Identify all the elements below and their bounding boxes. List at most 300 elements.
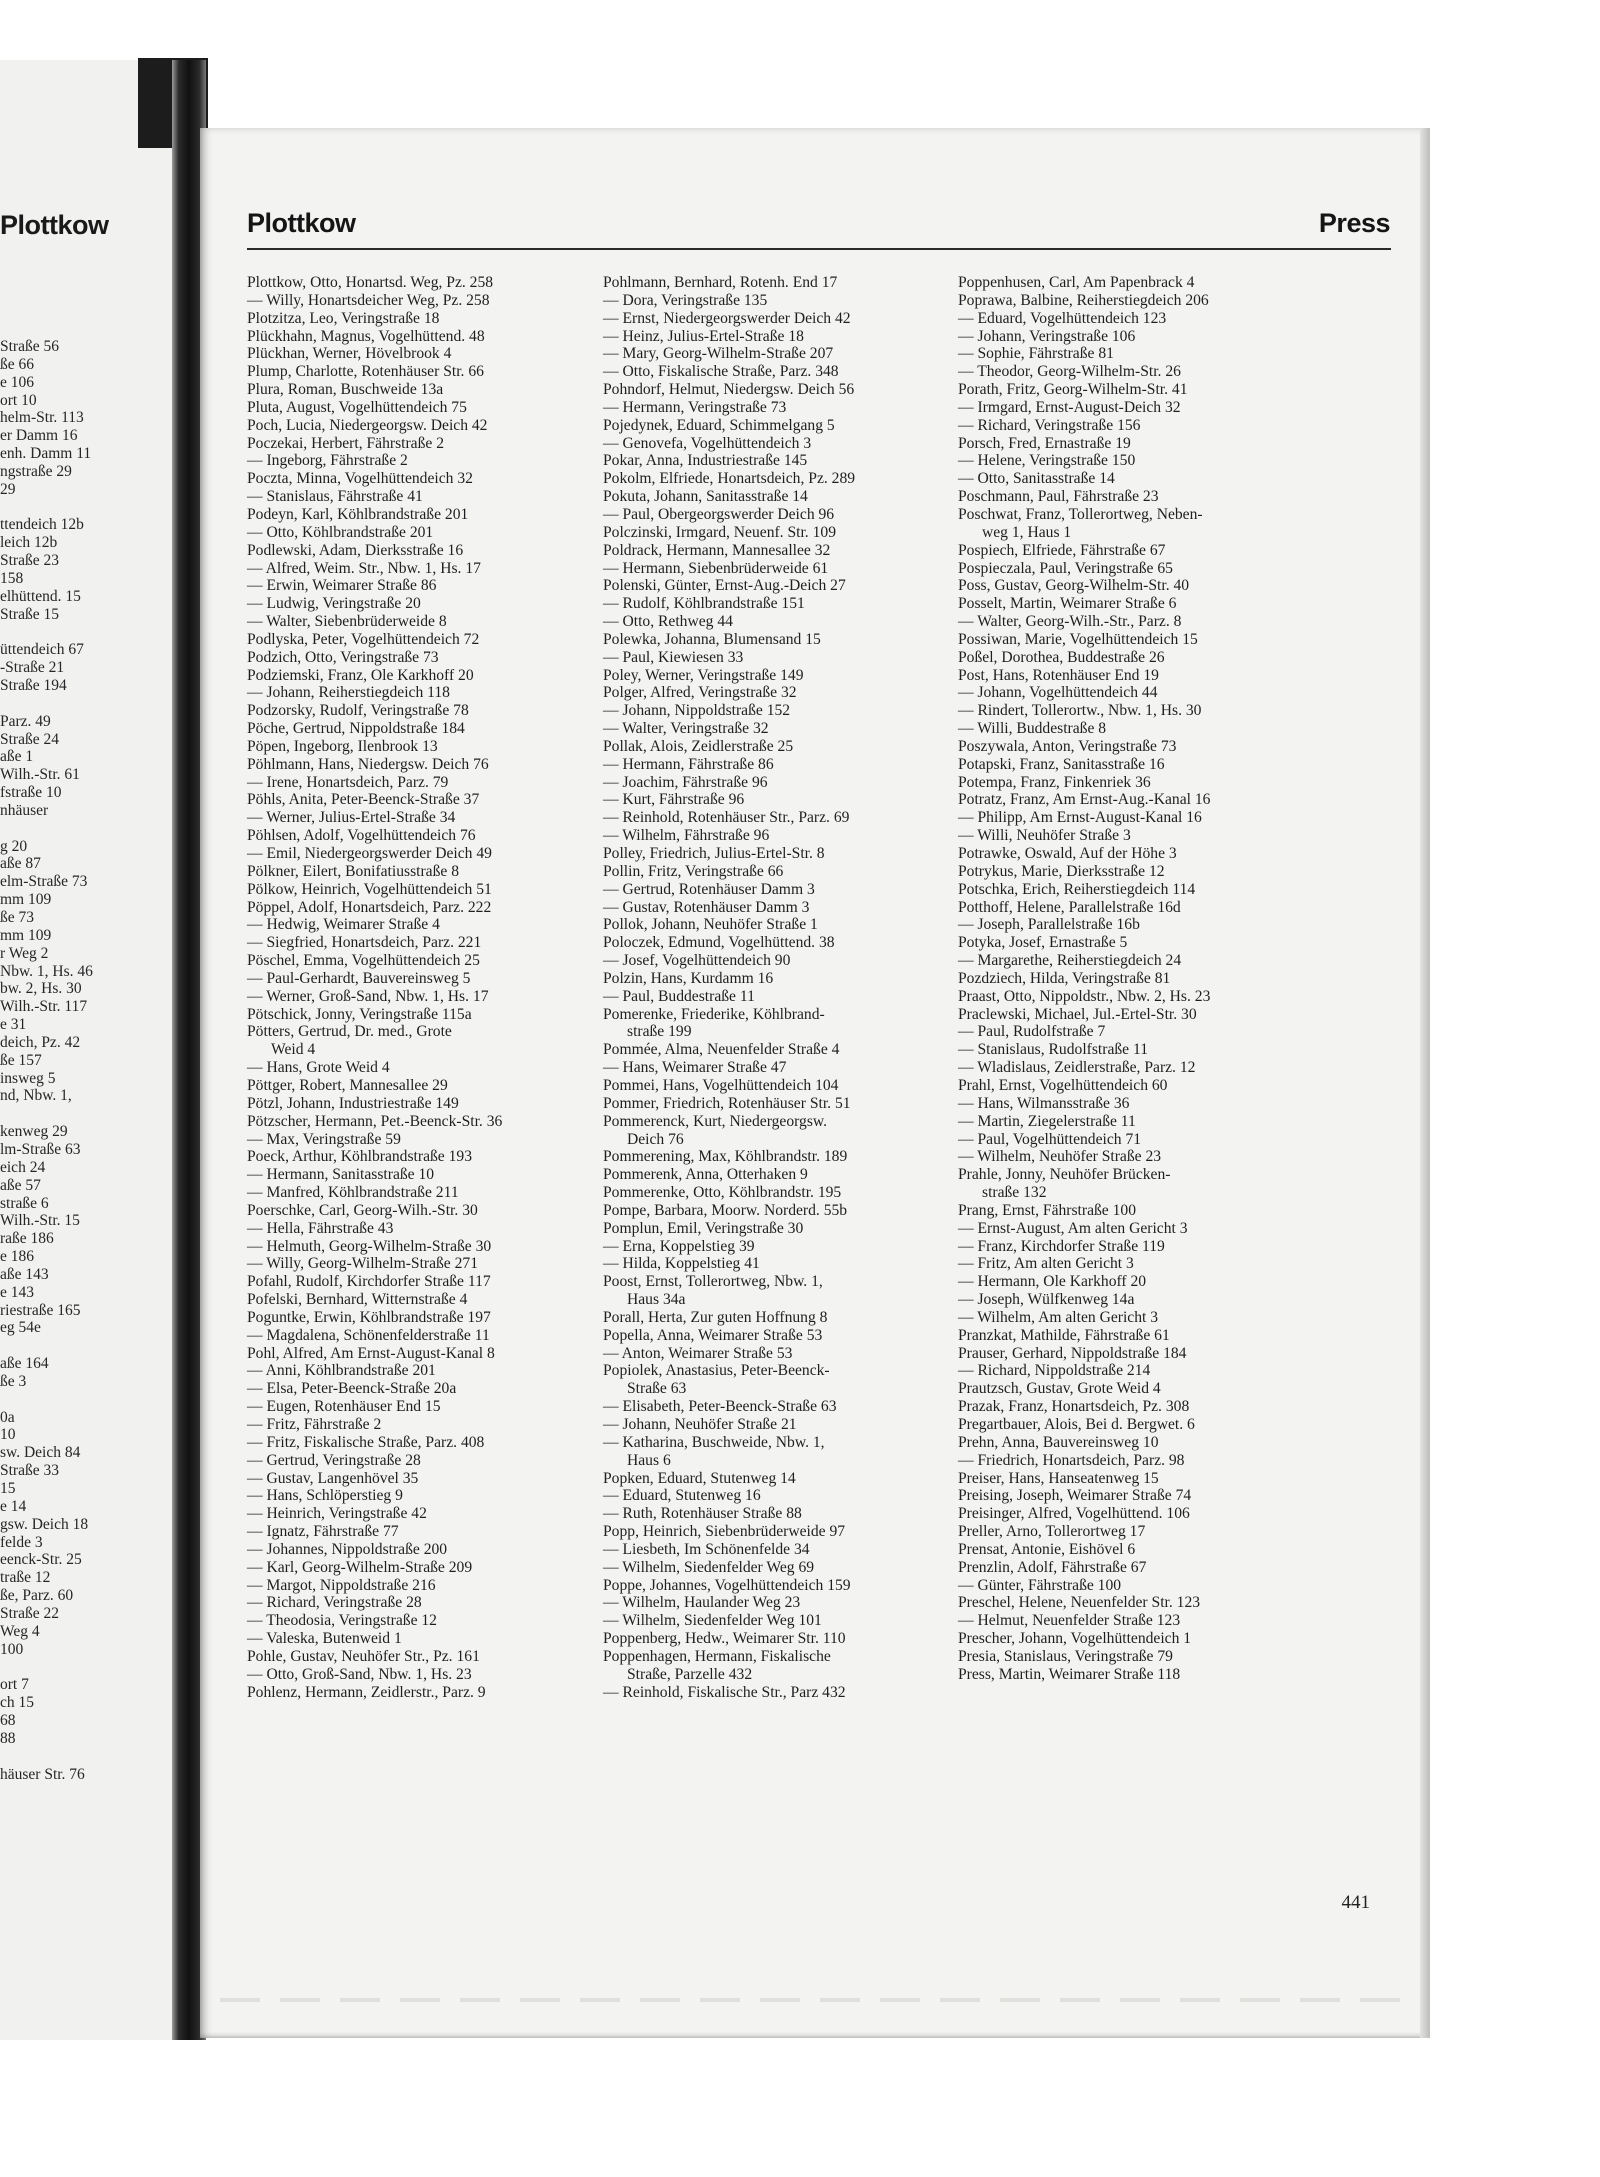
directory-entry: — Manfred, Köhlbrandstraße 211	[247, 1184, 459, 1202]
left-page-line: 100	[0, 1640, 24, 1658]
directory-entry: — Eugen, Rotenhäuser End 15	[247, 1398, 441, 1416]
directory-entry: Prang, Ernst, Fährstraße 100	[958, 1201, 1136, 1219]
left-page-line: mm 109	[0, 891, 52, 909]
directory-entry: — Hans, Grote Weid 4	[247, 1059, 390, 1077]
directory-entry: — Theodor, Georg-Wilhelm-Str. 26	[958, 363, 1181, 381]
left-page-line: üttendeich 67	[0, 641, 84, 659]
directory-entry: Pranzkat, Mathilde, Fährstraße 61	[958, 1326, 1170, 1344]
left-page-line: mm 109	[0, 926, 52, 944]
directory-entry: Pospiech, Elfriede, Fährstraße 67	[958, 541, 1166, 559]
directory-entry: Plückhahn, Magnus, Vogelhüttend. 48	[247, 327, 485, 345]
directory-entry: — Josef, Vogelhüttendeich 90	[603, 952, 791, 970]
directory-entry: — Johann, Vogelhüttendeich 44	[958, 684, 1158, 702]
directory-entry: — Willy, Honartsdeicher Weg, Pz. 258	[247, 291, 490, 309]
directory-entry-continuation: Haus 6	[627, 1451, 671, 1469]
directory-entry-continuation: weg 1, Haus 1	[982, 523, 1072, 541]
left-page-line: ort 10	[0, 391, 37, 409]
directory-entry: Prazak, Franz, Honartsdeich, Pz. 308	[958, 1398, 1190, 1416]
directory-entry: — Hedwig, Weimarer Straße 4	[247, 916, 440, 934]
directory-entry: Polley, Friedrich, Julius-Ertel-Str. 8	[603, 845, 825, 862]
left-page-line: e 31	[0, 1016, 27, 1034]
left-page-line: e 14	[0, 1497, 27, 1515]
directory-entry: — Theodosia, Veringstraße 12	[247, 1612, 437, 1630]
directory-entry: — Kurt, Fährstraße 96	[603, 791, 745, 809]
directory-entry: Poldrack, Hermann, Mannesallee 32	[603, 541, 831, 559]
directory-entry: — Paul, Obergeorgswerder Deich 96	[603, 505, 835, 523]
directory-entry: — Joseph, Wülfkenweg 14a	[958, 1291, 1135, 1309]
left-page-line	[0, 1105, 170, 1123]
directory-entry: Pommei, Hans, Vogelhüttendeich 104	[603, 1076, 839, 1094]
directory-entry: — Emil, Niedergeorgswerder Deich 49	[247, 845, 492, 862]
directory-entry: Pommerenk, Anna, Otterhaken 9	[603, 1166, 808, 1184]
directory-entry: Potapski, Franz, Sanitasstraße 16	[958, 755, 1165, 773]
directory-entry-continuation: Haus 34a	[627, 1291, 686, 1309]
directory-column-3	[958, 274, 1338, 1684]
directory-entry: Popp, Heinrich, Siebenbrüderweide 97	[603, 1523, 846, 1541]
directory-entry: — Margot, Nippoldstraße 216	[247, 1576, 436, 1594]
directory-entry: Preller, Arno, Tollerortweg 17	[958, 1523, 1146, 1541]
directory-entry: — Hilda, Koppelstieg 41	[603, 1255, 760, 1273]
directory-entry: Poch, Lucia, Niedergeorgsw. Deich 42	[247, 416, 488, 434]
directory-entry: — Ernst, Niedergeorgswerder Deich 42	[603, 309, 851, 327]
directory-entry: Pluta, August, Vogelhüttendeich 75	[247, 398, 467, 416]
directory-entry: Popken, Eduard, Stutenweg 14	[603, 1469, 796, 1487]
directory-entry: — Hermann, Ole Karkhoff 20	[958, 1273, 1147, 1291]
directory-entry: — Eduard, Vogelhüttendeich 123	[958, 309, 1167, 327]
left-page-line: e 186	[0, 1248, 35, 1266]
directory-entry: Pötzscher, Hermann, Pet.-Beenck-Str. 36	[247, 1112, 503, 1130]
directory-entry: — Philipp, Am Ernst-August-Kanal 16	[958, 809, 1202, 827]
directory-entry: Poppenhusen, Carl, Am Papenbrack 4	[958, 274, 1195, 291]
left-page-line: 68	[0, 1711, 16, 1729]
left-page-line: r Weg 2	[0, 944, 49, 962]
left-page-line: ort 7	[0, 1676, 29, 1694]
directory-entry: Podzorsky, Rudolf, Veringstraße 78	[247, 702, 469, 720]
directory-entry: — Ernst-August, Am alten Gericht 3	[958, 1219, 1188, 1237]
directory-entry: Pokar, Anna, Industriestraße 145	[603, 452, 808, 470]
directory-entry: Pöhlsen, Adolf, Vogelhüttendeich 76	[247, 827, 476, 845]
directory-entry: Pohlmann, Bernhard, Rotenh. End 17	[603, 274, 838, 291]
directory-entry: — Liesbeth, Im Schönenfelde 34	[603, 1540, 810, 1558]
right-page	[200, 128, 1430, 2038]
running-head-right: Press	[1318, 208, 1390, 238]
left-page-line: raße 186	[0, 1230, 54, 1248]
directory-entry: — Johann, Neuhöfer Straße 21	[603, 1416, 797, 1433]
directory-entry: — Willy, Georg-Wilhelm-Straße 271	[247, 1255, 479, 1273]
left-page-line: Straße 22	[0, 1604, 59, 1622]
left-page-line: Straße 33	[0, 1462, 59, 1480]
directory-entry: — Irmgard, Ernst-August-Deich 32	[958, 398, 1181, 416]
directory-entry: — Friedrich, Honartsdeich, Parz. 98	[958, 1451, 1185, 1469]
directory-entry: Pöche, Gertrud, Nippoldstraße 184	[247, 720, 465, 738]
left-page-line: g 20	[0, 837, 28, 855]
directory-entry: Potrawke, Oswald, Auf der Höhe 3	[958, 845, 1177, 862]
directory-entry: Pöppel, Adolf, Honartsdeich, Parz. 222	[247, 898, 492, 916]
directory-entry: — Wilhelm, Haulander Weg 23	[603, 1594, 801, 1612]
left-page-line: Wilh.-Str. 117	[0, 998, 88, 1016]
left-page-fragment	[0, 60, 175, 2040]
directory-entry: — Gertrud, Veringstraße 28	[247, 1451, 421, 1469]
left-page-line: enh. Damm 11	[0, 445, 92, 463]
directory-entry: — Paul, Buddestraße 11	[603, 987, 755, 1005]
directory-entry: — Ludwig, Veringstraße 20	[247, 595, 421, 613]
left-page-line: 15	[0, 1480, 16, 1497]
directory-entry-continuation: straße 132	[982, 1184, 1047, 1202]
directory-entry: — Eduard, Stutenweg 16	[603, 1487, 761, 1505]
left-page-line	[0, 624, 170, 642]
directory-entry: — Otto, Köhlbrandstraße 201	[247, 523, 434, 541]
directory-entry: — Hans, Schlöperstieg 9	[247, 1487, 403, 1505]
directory-entry: Pofelski, Bernhard, Witternstraße 4	[247, 1291, 468, 1309]
directory-entry: Pokuta, Johann, Sanitasstraße 14	[603, 488, 808, 506]
directory-entry: Plottkow, Otto, Honartsd. Weg, Pz. 258	[247, 274, 494, 291]
directory-entry: Pregartbauer, Alois, Bei d. Bergwet. 6	[958, 1416, 1195, 1433]
directory-entry: — Otto, Sanitasstraße 14	[958, 470, 1115, 488]
directory-entry: — Erwin, Weimarer Straße 86	[247, 577, 437, 595]
directory-entry: Preisinger, Alfred, Vogelhüttend. 106	[958, 1505, 1190, 1523]
directory-entry: Podeyn, Karl, Köhlbrandstraße 201	[247, 505, 469, 523]
directory-entry: — Stanislaus, Fährstraße 41	[247, 488, 423, 506]
directory-entry: Prehn, Anna, Bauvereinsweg 10	[958, 1433, 1159, 1451]
left-page-line: 10	[0, 1426, 16, 1444]
directory-entry: — Wilhelm, Am alten Gericht 3	[958, 1308, 1159, 1326]
directory-entry: — Fritz, Fiskalische Straße, Parz. 408	[247, 1433, 485, 1451]
directory-entry: — Helmut, Neuenfelder Straße 123	[958, 1612, 1181, 1630]
directory-entry: — Paul-Gerhardt, Bauvereinsweg 5	[247, 969, 471, 987]
directory-entry: Pötzl, Johann, Industriestraße 149	[247, 1094, 459, 1112]
left-page-line: ße 3	[0, 1372, 27, 1390]
directory-entry: — Sophie, Fährstraße 81	[958, 345, 1114, 363]
left-page-line: e 106	[0, 373, 35, 391]
directory-entry: Poss, Gustav, Georg-Wilhelm-Str. 40	[958, 577, 1190, 595]
directory-entry: Pollak, Alois, Zeidlerstraße 25	[603, 737, 794, 755]
left-page-line: Parz. 49	[0, 712, 51, 730]
directory-entry: Praclewski, Michael, Jul.-Ertel-Str. 30	[958, 1005, 1197, 1023]
directory-entry: Pohlenz, Hermann, Zeidlerstr., Parz. 9	[247, 1683, 486, 1701]
directory-entry: Pospieczala, Paul, Veringstraße 65	[958, 559, 1173, 577]
left-page-line: -Straße 21	[0, 659, 65, 677]
directory-entry: Plump, Charlotte, Rotenhäuser Str. 66	[247, 363, 484, 381]
directory-entry: — Joseph, Parallelstraße 16b	[958, 916, 1140, 934]
left-page-line	[0, 1391, 170, 1409]
directory-entry: Pommée, Alma, Neuenfelder Straße 4	[603, 1041, 840, 1059]
directory-entry: Pöschel, Emma, Vogelhüttendeich 25	[247, 952, 480, 970]
directory-entry: Poschmann, Paul, Fährstraße 23	[958, 488, 1159, 506]
directory-entry: Pohl, Alfred, Am Ernst-August-Kanal 8	[247, 1344, 495, 1362]
directory-entry: — Mary, Georg-Wilhelm-Straße 207	[603, 345, 834, 363]
directory-entry: — Paul, Vogelhüttendeich 71	[958, 1130, 1142, 1148]
directory-entry: — Wilhelm, Neuhöfer Straße 23	[958, 1148, 1162, 1166]
directory-entry: Prenzlin, Adolf, Fährstraße 67	[958, 1558, 1147, 1576]
directory-entry: Pöpen, Ingeborg, Ilenbrook 13	[247, 737, 438, 755]
directory-entry: Polzin, Hans, Kurdamm 16	[603, 969, 774, 987]
left-page-line: ße, Parz. 60	[0, 1587, 74, 1605]
scan-noise	[220, 1998, 1410, 2002]
directory-entry: Poczekai, Herbert, Fährstraße 2	[247, 434, 445, 452]
directory-entry: Pojedynek, Eduard, Schimmelgang 5	[603, 416, 835, 434]
directory-entry: — Alfred, Weim. Str., Nbw. 1, Hs. 17	[247, 559, 481, 577]
left-page-line: Straße 23	[0, 552, 59, 570]
directory-entry: — Richard, Nippoldstraße 214	[958, 1362, 1151, 1380]
directory-entry: Poppenhagen, Hermann, Fiskalische	[603, 1647, 831, 1665]
directory-entry: Pohle, Gustav, Neuhöfer Str., Pz. 161	[247, 1647, 480, 1665]
left-page-line: lm-Straße 63	[0, 1140, 81, 1158]
directory-entry: Potthoff, Helene, Parallelstraße 16d	[958, 898, 1181, 916]
left-page-line: fstraße 10	[0, 784, 62, 802]
directory-entry-continuation: Weid 4	[271, 1041, 316, 1059]
directory-entry: Poschwat, Franz, Tollerortweg, Neben-	[958, 505, 1203, 523]
directory-entry: — Hans, Weimarer Straße 47	[603, 1059, 787, 1077]
left-page-line: elm-Straße 73	[0, 873, 88, 891]
directory-entry: — Werner, Julius-Ertel-Straße 34	[247, 809, 456, 827]
directory-entry: — Fritz, Fährstraße 2	[247, 1416, 382, 1433]
directory-entry: Pohndorf, Helmut, Niedergsw. Deich 56	[603, 381, 855, 399]
left-page-line: e 143	[0, 1283, 35, 1301]
left-page-line	[0, 1748, 170, 1766]
directory-entry: — Johannes, Nippoldstraße 200	[247, 1540, 448, 1558]
directory-entry: Prescher, Johann, Vogelhüttendeich 1	[958, 1630, 1192, 1648]
directory-entry: Pommerening, Max, Köhlbrandstr. 189	[603, 1148, 848, 1166]
directory-entry: — Hermann, Fährstraße 86	[603, 755, 774, 773]
directory-entry: — Magdalena, Schönenfelderstraße 11	[247, 1326, 490, 1344]
directory-entry: — Rudolf, Köhlbrandstraße 151	[603, 595, 805, 613]
left-page-line: ngstraße 29	[0, 462, 72, 480]
left-page-line: eg 54e	[0, 1319, 41, 1337]
directory-entry: Polewka, Johanna, Blumensand 15	[603, 630, 821, 648]
directory-entry: Porath, Fritz, Georg-Wilhelm-Str. 41	[958, 381, 1188, 399]
left-page-line: Straße 15	[0, 605, 59, 623]
directory-entry: Podlewski, Adam, Dierksstraße 16	[247, 541, 464, 559]
directory-entry: Prauser, Gerhard, Nippoldstraße 184	[958, 1344, 1187, 1362]
directory-entry: — Heinrich, Veringstraße 42	[247, 1505, 427, 1523]
directory-entry: Presia, Stanislaus, Veringstraße 79	[958, 1647, 1173, 1665]
directory-entry: Pötschick, Jonny, Veringstraße 115a	[247, 1005, 472, 1023]
directory-entry: — Richard, Veringstraße 156	[958, 416, 1141, 434]
left-page-line: Wilh.-Str. 61	[0, 766, 80, 784]
directory-entry: — Paul, Kiewiesen 33	[603, 648, 744, 666]
directory-entry: — Otto, Fiskalische Straße, Parz. 348	[603, 363, 839, 381]
left-page-line: er Damm 16	[0, 427, 78, 445]
directory-entry: — Anni, Köhlbrandstraße 201	[247, 1362, 436, 1380]
directory-entry: Plura, Roman, Buschweide 13a	[247, 381, 444, 399]
directory-entry: Pomerenke, Friederike, Köhlbrand-	[603, 1005, 825, 1023]
directory-entry: — Anton, Weimarer Straße 53	[603, 1344, 793, 1362]
left-page-line: sw. Deich 84	[0, 1444, 81, 1462]
left-page-line: Straße 56	[0, 338, 59, 355]
directory-entry: Prahle, Jonny, Neuhöfer Brücken-	[958, 1166, 1171, 1184]
directory-entry: — Stanislaus, Rudolfstraße 11	[958, 1041, 1148, 1059]
left-page-line: häuser Str. 76	[0, 1765, 85, 1783]
left-page-line: Straße 24	[0, 730, 59, 748]
directory-entry: — Gustav, Langenhövel 35	[247, 1469, 419, 1487]
directory-entry: — Wilhelm, Siedenfelder Weg 69	[603, 1558, 815, 1576]
directory-column-2	[603, 274, 948, 1702]
directory-entry: — Rindert, Tollerortw., Nbw. 1, Hs. 30	[958, 702, 1202, 720]
directory-entry: Porsch, Fred, Ernastraße 19	[958, 434, 1131, 452]
left-page-line: nhäuser	[0, 801, 49, 819]
directory-entry: Preschel, Helene, Neuenfelder Str. 123	[958, 1594, 1201, 1612]
left-page-line: Nbw. 1, Hs. 46	[0, 962, 93, 980]
directory-entry: Pofahl, Rudolf, Kirchdorfer Straße 117	[247, 1273, 491, 1291]
directory-entry: — Wilhelm, Siedenfelder Weg 101	[603, 1612, 822, 1630]
left-page-line: kenweg 29	[0, 1123, 68, 1141]
left-page-line: elhüttend. 15	[0, 587, 81, 605]
directory-entry: — Hans, Wilmansstraße 36	[958, 1094, 1130, 1112]
left-page-line: helm-Str. 113	[0, 409, 84, 427]
directory-entry: Podziemski, Franz, Ole Karkhoff 20	[247, 666, 474, 684]
directory-entry-continuation: straße 199	[627, 1023, 692, 1041]
directory-entry: Pozdziech, Hilda, Veringstraße 81	[958, 969, 1171, 987]
directory-entry: Praast, Otto, Nippoldstr., Nbw. 2, Hs. 23	[958, 987, 1211, 1005]
directory-entry: Pommerenke, Otto, Köhlbrandstr. 195	[603, 1184, 842, 1202]
directory-entry: — Günter, Fährstraße 100	[958, 1576, 1122, 1594]
header-rule	[247, 248, 1391, 250]
directory-entry: Preiser, Hans, Hanseatenweg 15	[958, 1469, 1159, 1487]
directory-entry: — Hella, Fährstraße 43	[247, 1219, 394, 1237]
left-page-line	[0, 1658, 170, 1676]
left-page-line: eenck-Str. 25	[0, 1551, 82, 1569]
left-page-line: Weg 4	[0, 1622, 40, 1640]
directory-entry: Potschka, Erich, Reiherstiegdeich 114	[958, 880, 1196, 898]
directory-entry: Plotzitza, Leo, Veringstraße 18	[247, 309, 440, 327]
directory-entry: Popella, Anna, Weimarer Straße 53	[603, 1326, 823, 1344]
running-head-left: Plottkow	[247, 208, 356, 238]
left-page-line: Wilh.-Str. 15	[0, 1212, 80, 1230]
directory-entry: Pötters, Gertrud, Dr. med., Grote	[247, 1023, 452, 1041]
directory-entry: — Irene, Honartsdeich, Parz. 79	[247, 773, 449, 791]
left-page-line: aße 143	[0, 1265, 49, 1283]
directory-entry: Pokolm, Elfriede, Honartsdeich, Pz. 289	[603, 470, 856, 488]
directory-entry: Potratz, Franz, Am Ernst-Aug.-Kanal 16	[958, 791, 1211, 809]
directory-entry: Potrykus, Marie, Dierksstraße 12	[958, 862, 1165, 880]
directory-entry: — Wilhelm, Fährstraße 96	[603, 827, 770, 845]
directory-entry: Polger, Alfred, Veringstraße 32	[603, 684, 797, 702]
left-page-line: 0a	[0, 1408, 15, 1426]
directory-entry: Poppenberg, Hedw., Weimarer Str. 110	[603, 1630, 846, 1648]
directory-entry: — Ignatz, Fährstraße 77	[247, 1523, 399, 1541]
directory-entry: Poerschke, Carl, Georg-Wilh.-Str. 30	[247, 1201, 478, 1219]
directory-entry: Poloczek, Edmund, Vogelhüttend. 38	[603, 934, 835, 952]
directory-entry: — Ingeborg, Fährstraße 2	[247, 452, 408, 470]
directory-entry: Poczta, Minna, Vogelhüttendeich 32	[247, 470, 473, 488]
left-page-line: ße 73	[0, 909, 35, 926]
directory-entry: — Paul, Rudolfstraße 7	[958, 1023, 1106, 1041]
directory-entry: — Johann, Reiherstiegdeich 118	[247, 684, 450, 702]
left-page-line	[0, 1337, 170, 1355]
directory-entry: Poley, Werner, Veringstraße 149	[603, 666, 804, 684]
left-page-line	[0, 499, 170, 517]
directory-entry: — Margarethe, Reiherstiegdeich 24	[958, 952, 1182, 970]
directory-entry: Pöhls, Anita, Peter-Beenck-Straße 37	[247, 791, 480, 809]
left-page-line: bw. 2, Hs. 30	[0, 980, 82, 998]
directory-entry: Pompe, Barbara, Moorw. Norderd. 55b	[603, 1201, 848, 1219]
directory-entry: — Valeska, Butenweid 1	[247, 1630, 402, 1648]
directory-entry: Post, Hans, Rotenhäuser End 19	[958, 666, 1159, 684]
directory-entry: Prautzsch, Gustav, Grote Weid 4	[958, 1380, 1161, 1398]
directory-entry: — Max, Veringstraße 59	[247, 1130, 401, 1148]
directory-entry-continuation: Straße 63	[627, 1380, 687, 1398]
directory-entry: — Siegfried, Honartsdeich, Parz. 221	[247, 934, 482, 952]
directory-entry: Plückhan, Werner, Hövelbrook 4	[247, 345, 452, 363]
left-page-line: aße 87	[0, 855, 41, 873]
directory-column-1	[247, 274, 592, 1702]
directory-entry: — Werner, Groß-Sand, Nbw. 1, Hs. 17	[247, 987, 489, 1005]
directory-entry-continuation: Straße, Parzelle 432	[627, 1665, 753, 1683]
page-number: 441	[1341, 1892, 1370, 1913]
left-page-line: 88	[0, 1729, 16, 1747]
directory-entry: Pollok, Johann, Neuhöfer Straße 1	[603, 916, 818, 934]
directory-entry: Prensat, Antonie, Eishövel 6	[958, 1540, 1136, 1558]
directory-entry: — Hermann, Veringstraße 73	[603, 398, 787, 416]
directory-entry: Pomplun, Emil, Veringstraße 30	[603, 1219, 804, 1237]
directory-entry: Poprawa, Balbine, Reiherstiegdeich 206	[958, 291, 1209, 309]
directory-entry: Porall, Herta, Zur guten Hoffnung 8	[603, 1308, 828, 1326]
directory-entry: — Otto, Groß-Sand, Nbw. 1, Hs. 23	[247, 1665, 472, 1683]
directory-entry: — Gustav, Rotenhäuser Damm 3	[603, 898, 810, 916]
directory-entry: Possiwan, Marie, Vogelhüttendeich 15	[958, 630, 1198, 648]
directory-entry: Prahl, Ernst, Vogelhüttendeich 60	[958, 1076, 1168, 1094]
directory-entry: Poszywala, Anton, Veringstraße 73	[958, 737, 1177, 755]
directory-entry: — Johann, Nippoldstraße 152	[603, 702, 791, 720]
directory-entry: — Reinhold, Rotenhäuser Str., Parz. 69	[603, 809, 850, 827]
directory-entry: Poppe, Johannes, Vogelhüttendeich 159	[603, 1576, 851, 1594]
directory-entry: — Wladislaus, Zeidlerstraße, Parz. 12	[958, 1059, 1196, 1077]
left-page-column	[0, 338, 170, 1783]
directory-entry: Pollin, Fritz, Veringstraße 66	[603, 862, 784, 880]
directory-entry: Pöttger, Robert, Mannesallee 29	[247, 1076, 448, 1094]
directory-entry: Potempa, Franz, Finkenriek 36	[958, 773, 1151, 791]
left-page-line: aße 164	[0, 1355, 49, 1373]
directory-entry: Pommerenck, Kurt, Niedergeorgsw.	[603, 1112, 828, 1130]
directory-entry: — Richard, Veringstraße 28	[247, 1594, 422, 1612]
directory-entry: Preising, Joseph, Weimarer Straße 74	[958, 1487, 1192, 1505]
directory-entry: — Fritz, Am alten Gericht 3	[958, 1255, 1134, 1273]
left-page-line: 29	[0, 480, 16, 498]
directory-entry: — Joachim, Fährstraße 96	[603, 773, 768, 791]
directory-entry: Pöhlmann, Hans, Niedergsw. Deich 76	[247, 755, 489, 773]
directory-entry: — Erna, Koppelstieg 39	[603, 1237, 755, 1255]
directory-entry: — Franz, Kirchdorfer Straße 119	[958, 1237, 1165, 1255]
directory-entry: Poguntke, Erwin, Köhlbrandstraße 197	[247, 1308, 491, 1326]
directory-entry: Pommer, Friedrich, Rotenhäuser Str. 51	[603, 1094, 851, 1112]
directory-entry: Pölkow, Heinrich, Vogelhüttendeich 51	[247, 880, 492, 898]
directory-entry: Pölkner, Eilert, Bonifatiusstraße 8	[247, 862, 460, 880]
directory-entry: — Hermann, Siebenbrüderweide 61	[603, 559, 829, 577]
directory-entry: — Johann, Veringstraße 106	[958, 327, 1136, 345]
directory-entry: — Gertrud, Rotenhäuser Damm 3	[603, 880, 815, 898]
directory-entry: — Karl, Georg-Wilhelm-Straße 209	[247, 1558, 473, 1576]
directory-entry: Potyka, Josef, Ernastraße 5	[958, 934, 1128, 952]
left-page-line: 158	[0, 569, 24, 587]
directory-entry: Poeck, Arthur, Köhlbrandstraße 193	[247, 1148, 473, 1166]
left-page-line: eich 24	[0, 1158, 46, 1176]
left-page-header: Plottkow	[0, 210, 109, 240]
directory-entry: — Heinz, Julius-Ertel-Straße 18	[603, 327, 804, 345]
directory-entry: — Walter, Siebenbrüderweide 8	[247, 613, 447, 631]
left-page-line: insweg 5	[0, 1069, 56, 1087]
left-page-line	[0, 695, 170, 713]
directory-entry: Polczinski, Irmgard, Neuenf. Str. 109	[603, 523, 836, 541]
left-page-line: straße 6	[0, 1194, 49, 1212]
directory-entry: Poßel, Dorothea, Buddestraße 26	[958, 648, 1165, 666]
left-page-line: ttendeich 12b	[0, 516, 84, 534]
left-page-line: deich, Pz. 42	[0, 1033, 81, 1051]
directory-entry: — Elisabeth, Peter-Beenck-Straße 63	[603, 1398, 837, 1416]
left-page-line: ch 15	[0, 1694, 35, 1712]
directory-entry: Popiolek, Anastasius, Peter-Beenck-	[603, 1362, 830, 1380]
directory-entry: Press, Martin, Weimarer Straße 118	[958, 1665, 1181, 1683]
left-page-line: ße 66	[0, 355, 35, 373]
